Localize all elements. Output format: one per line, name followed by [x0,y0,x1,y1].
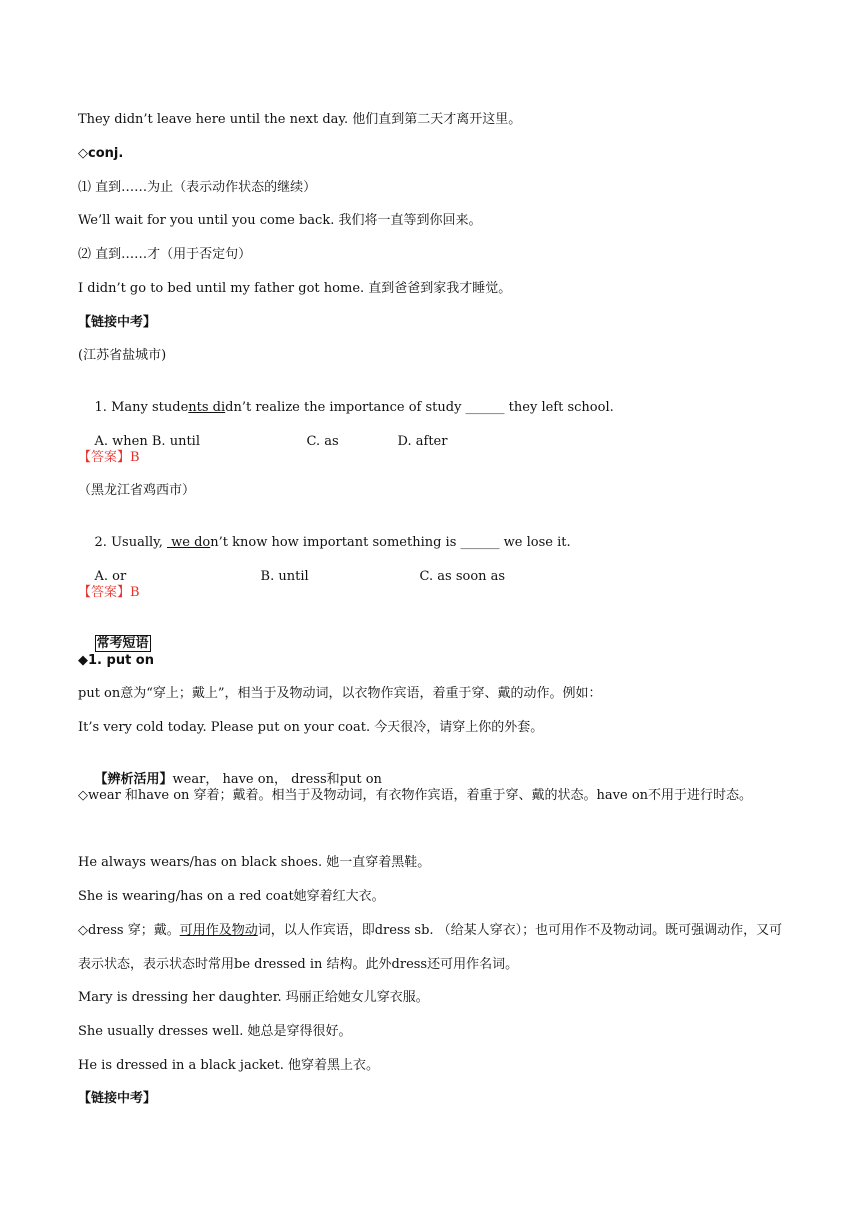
example-sentence: It’s very cold today. Please put on your coat. 今天很冷，请穿上你的外套。 [78,720,544,735]
meaning-2: ⑵ 直到……才（用于否定句） [78,247,252,262]
comparison-terms: wear， have on， dress和put on [172,772,382,787]
section-heading: 【链接中考】 [78,1091,157,1106]
option: C. as [306,434,339,449]
question-text: n’t know how important something is ______ we lose it. [210,535,571,550]
option: D. after [397,434,448,449]
example-sentence: She is wearing/has on a red coat她穿着红大衣。 [78,889,385,904]
example-sentence: He is dressed in a black jacket. 他穿着黑上衣。 [78,1058,380,1073]
example-sentence: They didn’t leave here until the next day. 他们直到第二天才离开这里。 [78,112,522,127]
pos-heading-conj: ◇conj. [78,146,124,161]
answer-label: 【答案】B [78,585,140,600]
question-text: dn’t realize the importance of study ______ they left school. [225,400,614,415]
underlined-text: we do [167,535,211,550]
source-label: （黑龙江省鸡西市） [78,483,196,498]
question-text: 1. Many stude [94,400,189,415]
boxed-title: 常考短语 [96,636,149,651]
comparison-label: 【辨析活用】 [94,772,173,787]
meaning-1: ⑴ 直到……为止（表示动作状态的继续） [78,180,317,195]
explanation-text: ◇dress 穿；戴。 [78,923,180,938]
explanation-wear: ◇wear 和have on 穿着；戴着。相当于及物动词，有衣物作宾语，着重于穿、戴的状态。have on不用于进行时态。 [78,788,753,803]
option: A. when B. until [94,434,200,449]
example-sentence: We’ll wait for you until you come back. 我们将一直等到你回来。 [78,213,482,228]
underlined-text: 可用作及物动 [179,923,258,938]
example-sentence: I didn’t go to bed until my father got home. 直到爸爸到家我才睡觉。 [78,281,512,296]
option: A. or [94,569,127,584]
option: B. until [260,569,309,584]
example-sentence: Mary is dressing her daughter. 玛丽正给她女儿穿衣服。 [78,990,429,1005]
phrase-heading: ◆1. put on [78,653,154,668]
explanation: put on意为“穿上；戴上”，相当于及物动词，以衣物作宾语，着重于穿、戴的动作。例如： [78,686,602,701]
explanation-text: 词，以人作宾语，即dress sb. （给某人穿衣）；也可用作不及物动词。既可强调动作，又可表示状态，表示状态时常用be dressed in 结构。此外dress还可用作名词。 [78,923,783,972]
option: C. as soon as [419,569,506,584]
explanation-dress [78,914,786,981]
example-sentence: She usually dresses well. 她总是穿得很好。 [78,1024,352,1039]
section-heading: 【链接中考】 [78,315,157,330]
question-2-options [78,550,505,604]
answer-label: 【答案】B [78,450,140,465]
question-text: 2. Usually, [94,535,168,550]
source-label: (江苏省盐城市) [78,348,167,363]
underlined-text: nts di [188,400,226,415]
example-sentence: He always wears/has on black shoes. 她一直穿着黑鞋。 [78,855,431,870]
